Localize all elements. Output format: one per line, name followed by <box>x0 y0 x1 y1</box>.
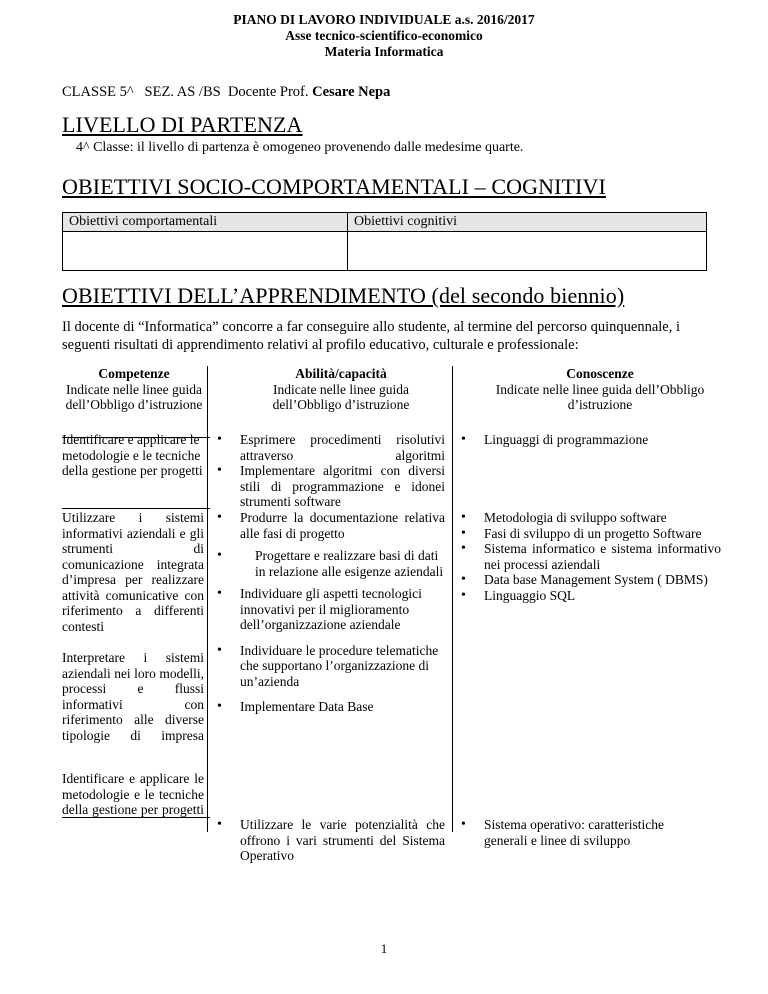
header-conoscenze: Conoscenze Indicate nelle linee guida dell’Obbligo d’istruzione <box>495 366 705 412</box>
section-title-socio: OBIETTIVI SOCIO-COMPORTAMENTALI – COGNITIVI <box>62 174 606 199</box>
page-number: 1 <box>380 941 388 956</box>
objectives-table <box>62 212 707 271</box>
conoscenze-row2 <box>459 510 721 603</box>
competenza-row2a: Utilizzare i sistemi informativi aziendali e gli strumenti di comunicazione integrata d’impresa per realizzare attività comunicative con riferimento a differenti contesti <box>62 510 204 634</box>
doc-title: PIANO DI LAVORO INDIVIDUALE a.s. 2016/2017 <box>233 12 535 27</box>
list-item: • Metodologia di sviluppo software <box>459 510 721 526</box>
list-item: • Linguaggi di programmazione <box>459 432 721 448</box>
competenza-row1: Identificare e applicare le metodologie e le tecniche della gestione per progetti <box>62 432 203 478</box>
abilita-row3 <box>215 817 445 864</box>
list-item: • Individuare gli aspetti tecnologici innovativi per il miglioramento dell’organizzazione aziendale <box>215 586 445 633</box>
competenza-row2c: Identificare e applicare le metodologie e le tecniche della gestione per progetti <box>62 771 204 817</box>
list-item: • Data base Management System ( DBMS) <box>459 572 721 588</box>
conoscenze-row1 <box>459 432 721 448</box>
class-info: CLASSE 5^ SEZ. AS /BS Docente Prof. Cesare Nepa <box>62 84 391 100</box>
apprendimento-intro: Il docente di “Informatica” concorre a far conseguire allo studente, al termine del percorso quinquennale, i seguenti risultati di apprendimento relativi al profilo educativo, culturale e professionale: <box>62 319 680 353</box>
list-item: • Linguaggio SQL <box>459 588 721 604</box>
col-comportamentali: Obiettivi comportamentali <box>63 213 348 232</box>
list-item: • Fasi di sviluppo di un progetto Software <box>459 526 721 542</box>
header-competenze: Competenze Indicate nelle linee guida dell’Obbligo d’istruzione <box>65 366 203 412</box>
list-item: • Individuare le procedure telematiche che supportano l’organizzazione di un’azienda <box>215 643 445 690</box>
abilita-row2 <box>215 510 445 715</box>
teacher-name: Cesare Nepa <box>312 84 391 100</box>
cell-cognitivi[interactable] <box>348 232 707 271</box>
conoscenze-row3 <box>459 817 699 848</box>
list-item: • Sistema informatico e sistema informativo nei processi aziendali <box>459 541 721 572</box>
section-title-livello: LIVELLO DI PARTENZA <box>62 112 303 137</box>
col-cognitivi: Obiettivi cognitivi <box>348 213 707 232</box>
list-item: • Produrre la documentazione relativa alle fasi di progetto <box>215 510 445 541</box>
abilita-row1 <box>215 432 445 510</box>
doc-subtitle: Asse tecnico-scientifico-economico <box>285 28 483 43</box>
livello-text: 4^ Classe: il livello di partenza è omogeneo provenendo dalle medesime quarte. <box>76 140 524 155</box>
cell-comportamentali[interactable] <box>63 232 348 271</box>
list-item: • Sistema operativo: caratteristiche generali e linee di sviluppo <box>459 817 699 848</box>
competenza-row2b: Interpretare i sistemi aziendali nei loro modelli, processi e flussi informativi con riferimento alle diverse tipologie di impresa <box>62 650 204 743</box>
list-item: • Implementare Data Base <box>215 699 445 715</box>
doc-subject: Materia Informatica <box>324 44 444 59</box>
section-title-apprendimento: OBIETTIVI DELL’APPRENDIMENTO (del secondo biennio) <box>62 283 625 308</box>
list-item: • Progettare e realizzare basi di dati in relazione alle esigenze aziendali <box>215 548 445 579</box>
list-item: • Utilizzare le varie potenzialità che offrono i vari strumenti del Sistema Operativo <box>215 817 445 864</box>
header-abilita: Abilità/capacità Indicate nelle linee guida dell’Obbligo d’istruzione <box>272 366 410 412</box>
list-item: • Esprimere procedimenti risolutivi attraverso algoritmi <box>215 432 445 463</box>
list-item: • Implementare algoritmi con diversi stili di programmazione e idonei strumenti software <box>215 463 445 510</box>
